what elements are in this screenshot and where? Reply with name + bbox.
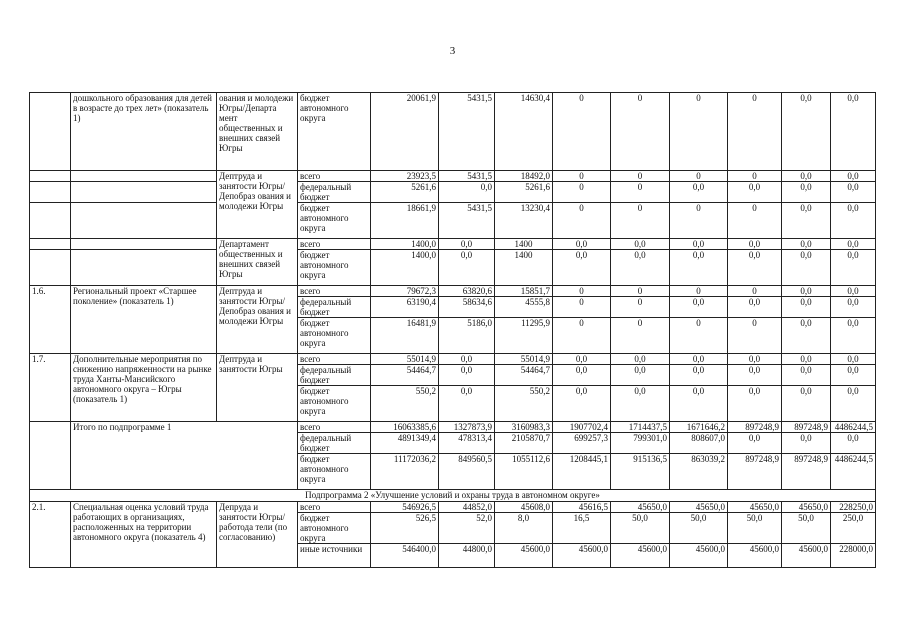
cell-source: бюджет автономного округа	[298, 318, 371, 354]
cell-value: 0,0	[611, 386, 670, 422]
cell-value: 63820,6	[439, 286, 495, 297]
cell-value: 0,0	[553, 354, 611, 365]
cell-value: 0,0	[728, 354, 782, 365]
table-row	[30, 422, 876, 433]
cell-source: бюджет автономного округа	[298, 250, 371, 286]
cell-value: 0,0	[670, 365, 728, 386]
cell-value: 11295,9	[495, 318, 553, 354]
cell-number	[30, 203, 71, 239]
cell-value: 0	[670, 171, 728, 182]
cell-activity	[71, 182, 217, 203]
cell-value: 45650,0	[728, 502, 782, 513]
cell-number: 1.7.	[30, 354, 71, 422]
cell-activity: Специальная оценка условий труда работающих в организациях, расположенных на территории автономного округа (показатель 4)	[71, 502, 217, 568]
cell-value: 849560,5	[439, 454, 495, 490]
cell-value: 52,0	[439, 513, 495, 544]
cell-value: 0,0	[728, 386, 782, 422]
cell-value: 0	[670, 318, 728, 354]
cell-value: 0,0	[782, 433, 831, 454]
cell-value: 55014,9	[371, 354, 439, 365]
cell-value: 11172036,2	[371, 454, 439, 490]
cell-value: 13230,4	[495, 203, 553, 239]
cell-value: 228000,0	[831, 544, 876, 568]
table-row	[30, 490, 876, 502]
cell-value: 18661,9	[371, 203, 439, 239]
cell-value: 0	[728, 286, 782, 297]
cell-value: 1714437,5	[611, 422, 670, 433]
cell-value: 0,0	[782, 182, 831, 203]
cell-value: 0,0	[782, 93, 831, 171]
cell-source: всего	[298, 422, 371, 433]
cell-value: 1400	[495, 239, 553, 250]
cell-value: 0,0	[611, 250, 670, 286]
cell-value: 45600,0	[670, 544, 728, 568]
cell-value: 550,2	[371, 386, 439, 422]
cell-number: 1.6.	[30, 286, 71, 354]
cell-value: 0,0	[782, 365, 831, 386]
table-row	[30, 182, 876, 203]
budget-table	[29, 92, 876, 568]
cell-value: 0,0	[782, 250, 831, 286]
cell-value: 50,0	[782, 513, 831, 544]
cell-value: 58634,6	[439, 297, 495, 318]
cell-value: 228250,0	[831, 502, 876, 513]
cell-value: 0	[670, 286, 728, 297]
cell-value: 0,0	[670, 250, 728, 286]
cell-value: 0,0	[553, 386, 611, 422]
cell-source: федеральный бюджет	[298, 297, 371, 318]
cell-number	[30, 93, 71, 171]
cell-value: 1055112,6	[495, 454, 553, 490]
cell-activity	[71, 171, 217, 182]
cell-value: 16063385,6	[371, 422, 439, 433]
cell-value: 44800,0	[439, 544, 495, 568]
cell-executor: Дептруда и занятости Югры/Депобраз ования и молодежи Югры	[217, 286, 298, 354]
cell-value: 0,0	[611, 365, 670, 386]
cell-value: 0,0	[728, 239, 782, 250]
cell-value: 0	[611, 203, 670, 239]
cell-value: 0	[611, 93, 670, 171]
cell-number	[30, 239, 71, 250]
cell-value: 863039,2	[670, 454, 728, 490]
cell-value: 4486244,5	[831, 454, 876, 490]
cell-value: 1327873,9	[439, 422, 495, 433]
cell-value: 50,0	[670, 513, 728, 544]
cell-value: 0,0	[670, 297, 728, 318]
cell-activity: Региональный проект «Старшее поколение» (показатель 1)	[71, 286, 217, 354]
cell-value: 0	[553, 286, 611, 297]
cell-value: 0,0	[611, 354, 670, 365]
cell-value: 0,0	[439, 354, 495, 365]
cell-value: 14630,4	[495, 93, 553, 171]
cell-value: 799301,0	[611, 433, 670, 454]
cell-value: 0,0	[831, 297, 876, 318]
table-row	[30, 286, 876, 297]
cell-value: 478313,4	[439, 433, 495, 454]
cell-value: 55014,9	[495, 354, 553, 365]
cell-value: 15851,7	[495, 286, 553, 297]
cell-value: 16,5	[553, 513, 611, 544]
cell-value: 897248,9	[728, 454, 782, 490]
cell-value: 63190,4	[371, 297, 439, 318]
cell-value: 45650,0	[611, 502, 670, 513]
cell-value: 50,0	[611, 513, 670, 544]
table-row	[30, 502, 876, 513]
cell-value: 897248,9	[782, 454, 831, 490]
cell-value: 0,0	[728, 365, 782, 386]
cell-value: 915136,5	[611, 454, 670, 490]
section-header: Подпрограмма 2 «Улучшение условий и охраны труда в автономном округе»	[30, 490, 876, 502]
cell-value: 0	[553, 171, 611, 182]
cell-value: 0,0	[670, 182, 728, 203]
cell-value: 5186,0	[439, 318, 495, 354]
cell-value: 0	[611, 182, 670, 203]
cell-value: 0,0	[439, 239, 495, 250]
cell-source: бюджет автономного округа	[298, 454, 371, 490]
cell-value: 0,0	[439, 386, 495, 422]
cell-value: 45600,0	[782, 544, 831, 568]
cell-value: 16481,9	[371, 318, 439, 354]
cell-value: 1671646,2	[670, 422, 728, 433]
cell-source: иные источники	[298, 544, 371, 568]
cell-value: 0,0	[439, 250, 495, 286]
cell-value: 0,0	[782, 203, 831, 239]
cell-value: 45616,5	[553, 502, 611, 513]
cell-activity: Дополнительные мероприятия по снижению напряженности на рынке труда Ханты-Мансийского автономного округа – Югры (показатель 1)	[71, 354, 217, 422]
cell-value: 45650,0	[670, 502, 728, 513]
cell-value: 45600,0	[553, 544, 611, 568]
cell-number	[30, 171, 71, 182]
cell-source: бюджет автономного округа	[298, 203, 371, 239]
cell-value: 0,0	[831, 93, 876, 171]
cell-source: федеральный бюджет	[298, 365, 371, 386]
cell-source: бюджет автономного округа	[298, 513, 371, 544]
cell-value: 54464,7	[371, 365, 439, 386]
cell-activity: дошкольного образования для детей в возрасте до трех лет» (показатель 1)	[71, 93, 217, 171]
table-row	[30, 354, 876, 365]
cell-value: 1907702,4	[553, 422, 611, 433]
cell-value: 50,0	[728, 513, 782, 544]
cell-value: 0,0	[782, 171, 831, 182]
cell-value: 0,0	[670, 239, 728, 250]
cell-value: 5261,6	[495, 182, 553, 203]
cell-value: 54464,7	[495, 365, 553, 386]
cell-value: 5431,5	[439, 171, 495, 182]
cell-value: 699257,3	[553, 433, 611, 454]
cell-source: всего	[298, 354, 371, 365]
cell-value: 0	[670, 93, 728, 171]
cell-value: 0,0	[782, 318, 831, 354]
cell-executor: Дептруда и занятости Югры	[217, 354, 298, 422]
cell-value: 23923,5	[371, 171, 439, 182]
cell-value: 546400,0	[371, 544, 439, 568]
cell-value: 0,0	[553, 250, 611, 286]
cell-executor: Департамент общественных и внешних связей Югры	[217, 239, 298, 286]
cell-executor: Депруда и занятости Югры/работода тели (по согласованию)	[217, 502, 298, 568]
cell-value: 45600,0	[495, 544, 553, 568]
page-number: 3	[449, 45, 456, 57]
cell-value: 0,0	[553, 365, 611, 386]
cell-value: 250,0	[831, 513, 876, 544]
cell-value: 0,0	[728, 297, 782, 318]
cell-value: 546926,5	[371, 502, 439, 513]
cell-value: 0,0	[831, 365, 876, 386]
cell-value: 0,0	[611, 239, 670, 250]
cell-value: 0	[611, 286, 670, 297]
cell-value: 45608,0	[495, 502, 553, 513]
cell-value: 2105870,7	[495, 433, 553, 454]
cell-value: 0,0	[553, 239, 611, 250]
cell-value: 0	[670, 203, 728, 239]
cell-value: 0,0	[670, 386, 728, 422]
cell-value: 0,0	[728, 250, 782, 286]
cell-value: 4486244,5	[831, 422, 876, 433]
cell-activity	[71, 239, 217, 250]
cell-source: бюджет автономного округа	[298, 386, 371, 422]
cell-source: всего	[298, 286, 371, 297]
table-row	[30, 171, 876, 182]
cell-value: 1400,0	[371, 250, 439, 286]
cell-source: бюджет автономного округа	[298, 93, 371, 171]
cell-value: 0	[553, 203, 611, 239]
cell-value: 0,0	[670, 354, 728, 365]
cell-value: 0,0	[782, 297, 831, 318]
table-row	[30, 203, 876, 239]
cell-number: 2.1.	[30, 502, 71, 568]
cell-value: 0,0	[782, 354, 831, 365]
cell-value: 0,0	[831, 182, 876, 203]
cell-value: 0,0	[831, 354, 876, 365]
cell-value: 0	[728, 318, 782, 354]
cell-value: 0,0	[782, 286, 831, 297]
cell-value: 897248,9	[728, 422, 782, 433]
cell-value: 0,0	[728, 433, 782, 454]
cell-value: 5261,6	[371, 182, 439, 203]
cell-value: 0	[553, 297, 611, 318]
cell-number	[30, 182, 71, 203]
cell-value: 3160983,3	[495, 422, 553, 433]
cell-value: 45650,0	[782, 502, 831, 513]
cell-source: федеральный бюджет	[298, 182, 371, 203]
cell-number	[30, 250, 71, 286]
table-row	[30, 93, 876, 171]
cell-value: 0	[611, 297, 670, 318]
cell-value: 4891349,4	[371, 433, 439, 454]
cell-value: 0,0	[831, 239, 876, 250]
cell-source: всего	[298, 171, 371, 182]
cell-executor: Дептруда и занятости Югры/Депобраз ования и молодежи Югры	[217, 171, 298, 239]
cell-activity	[71, 203, 217, 239]
cell-value: 0,0	[831, 250, 876, 286]
cell-value: 0,0	[782, 239, 831, 250]
cell-number	[30, 422, 71, 490]
cell-total-label: Итого по подпрограмме 1	[71, 422, 298, 490]
cell-value: 0,0	[782, 386, 831, 422]
cell-value: 0,0	[439, 365, 495, 386]
cell-source: всего	[298, 502, 371, 513]
cell-value: 0	[553, 182, 611, 203]
cell-value: 45600,0	[728, 544, 782, 568]
cell-value: 0,0	[728, 182, 782, 203]
cell-value: 0,0	[831, 433, 876, 454]
cell-value: 897248,9	[782, 422, 831, 433]
cell-value: 808607,0	[670, 433, 728, 454]
cell-value: 0,0	[831, 171, 876, 182]
cell-value: 1400	[495, 250, 553, 286]
cell-value: 4555,8	[495, 297, 553, 318]
cell-value: 0,0	[831, 286, 876, 297]
table-row	[30, 239, 876, 250]
cell-value: 1400,0	[371, 239, 439, 250]
cell-value: 0,0	[831, 386, 876, 422]
cell-value: 0,0	[831, 203, 876, 239]
cell-value: 550,2	[495, 386, 553, 422]
cell-source: всего	[298, 239, 371, 250]
cell-value: 18492,0	[495, 171, 553, 182]
cell-executor: ования и молодежи Югры/Департа мент общественных и внешних связей Югры	[217, 93, 298, 171]
cell-value: 0	[611, 171, 670, 182]
cell-value: 20061,9	[371, 93, 439, 171]
cell-value: 526,5	[371, 513, 439, 544]
cell-value: 79672,3	[371, 286, 439, 297]
budget-table-container	[29, 92, 875, 568]
cell-value: 0	[728, 93, 782, 171]
cell-source: федеральный бюджет	[298, 433, 371, 454]
cell-value: 0	[728, 203, 782, 239]
cell-activity	[71, 250, 217, 286]
cell-value: 5431,5	[439, 203, 495, 239]
cell-value: 44852,0	[439, 502, 495, 513]
cell-value: 0	[553, 318, 611, 354]
cell-value: 45600,0	[611, 544, 670, 568]
cell-value: 0	[728, 171, 782, 182]
cell-value: 0	[611, 318, 670, 354]
table-row	[30, 250, 876, 286]
cell-value: 0,0	[439, 182, 495, 203]
cell-value: 0,0	[831, 318, 876, 354]
cell-value: 0	[553, 93, 611, 171]
cell-value: 5431,5	[439, 93, 495, 171]
cell-value: 1208445,1	[553, 454, 611, 490]
cell-value: 8,0	[495, 513, 553, 544]
